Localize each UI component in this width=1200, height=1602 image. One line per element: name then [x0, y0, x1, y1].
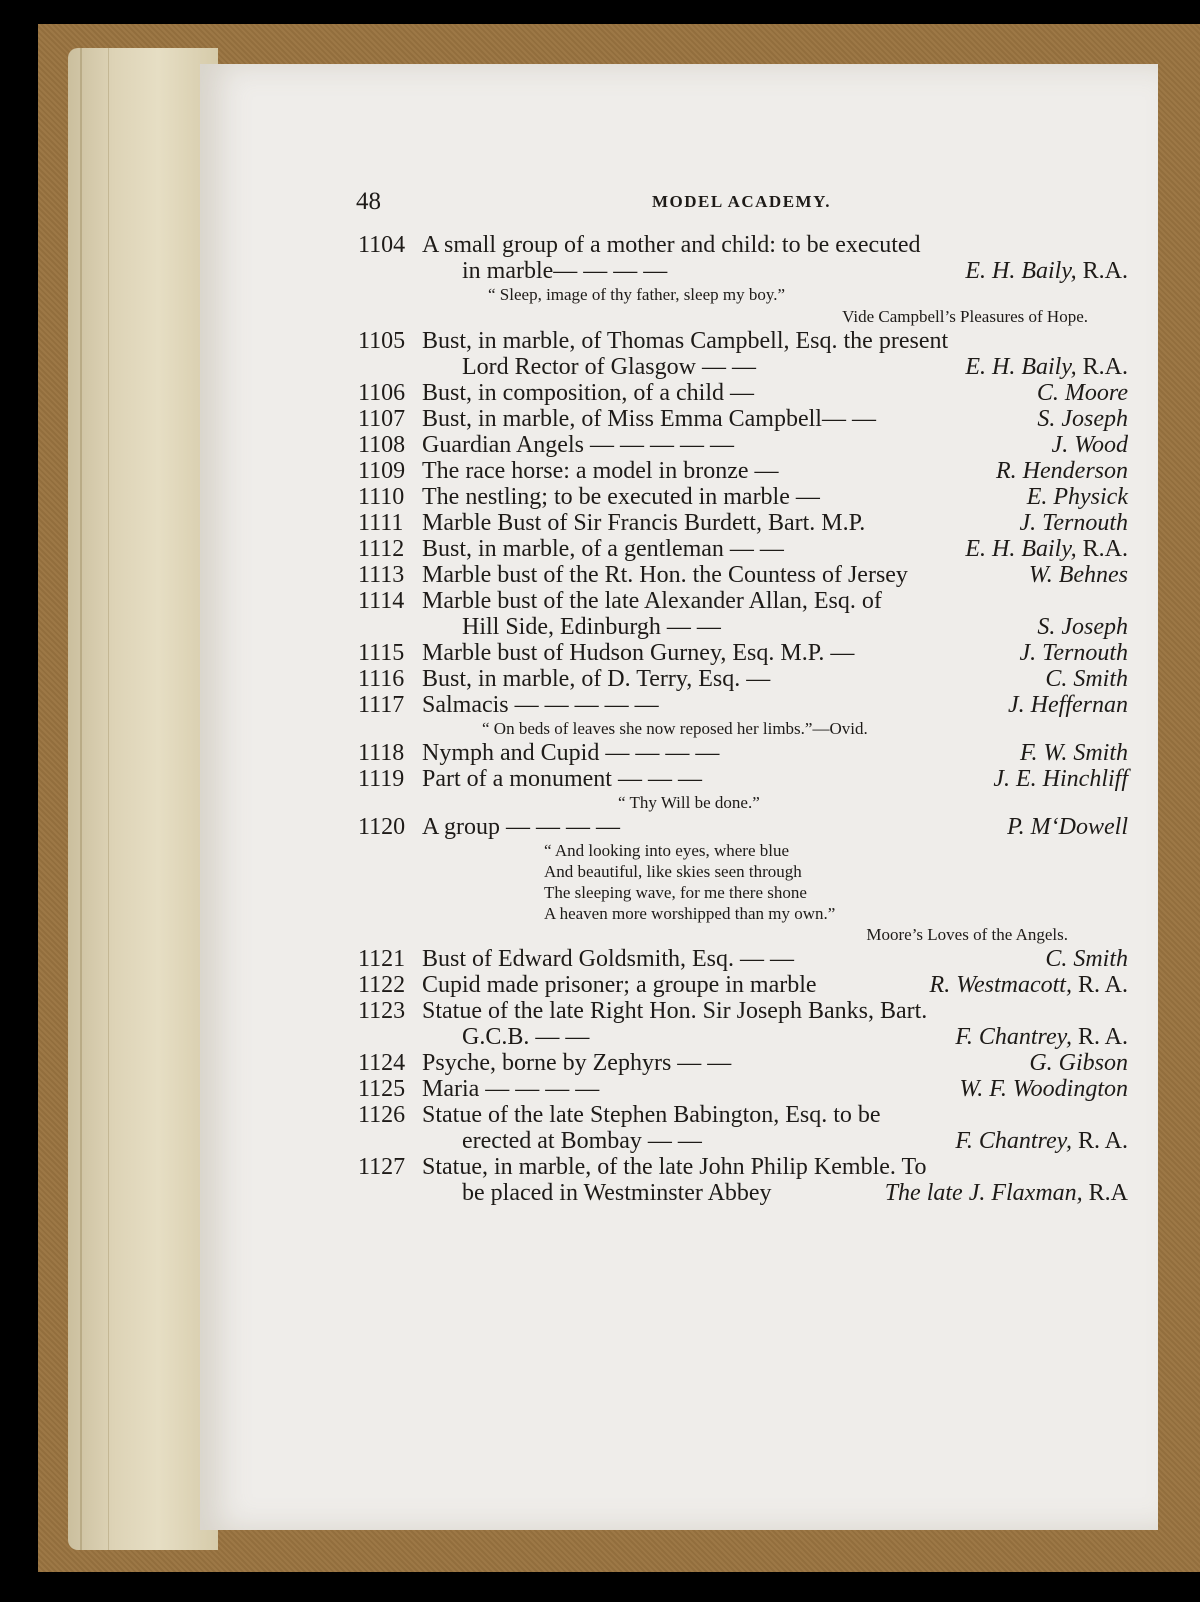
entry-title: The nestling; to be executed in marble —	[422, 484, 820, 510]
catalogue-entry	[358, 432, 1128, 458]
artist-name	[885, 1180, 1128, 1206]
entry-title: Guardian Angels — — — — —	[422, 432, 734, 458]
artist-name	[1045, 666, 1128, 692]
entry-line	[358, 1180, 1128, 1206]
artist-honour: R.A.	[1076, 536, 1128, 562]
artist-name	[1045, 946, 1128, 972]
artist-name	[1029, 1050, 1128, 1076]
artist-name-text: F. Chantrey,	[955, 1128, 1072, 1154]
running-head: MODEL ACADEMY.	[652, 192, 832, 211]
catalogue-entry	[358, 640, 1128, 666]
entry-title: The race horse: a model in bronze —	[422, 458, 779, 484]
entry-number: 1105	[358, 328, 406, 354]
artist-name	[1037, 406, 1128, 432]
artist-name-text: W. Behnes	[1028, 562, 1128, 588]
page-number: 48	[356, 188, 381, 215]
entry-title: A small group of a mother and child: to be executed	[422, 232, 921, 258]
entry-line	[358, 1050, 1128, 1076]
poem-line	[358, 861, 1128, 882]
artist-name-text: E. Physick	[1026, 484, 1128, 510]
entry-line	[358, 1102, 1128, 1128]
entry-title: Salmacis — — — — —	[422, 692, 659, 718]
artist-name-text: S. Joseph	[1037, 406, 1128, 432]
catalogue-entry	[358, 740, 1128, 766]
entry-number: 1120	[358, 814, 406, 840]
artist-name-text: E. H. Baily,	[965, 536, 1077, 562]
poem-text: And beautiful, like skies seen through	[544, 862, 802, 881]
entry-number: 1118	[358, 740, 405, 766]
entry-number: 1126	[358, 1102, 406, 1128]
entry-number: 1119	[358, 766, 405, 792]
entry-title: Psyche, borne by Zephyrs — —	[422, 1050, 732, 1076]
entry-title: Bust of Edward Goldsmith, Esq. — —	[422, 946, 794, 972]
artist-name-text: C. Smith	[1045, 666, 1128, 692]
artist-name-text: S. Joseph	[1037, 614, 1128, 640]
entry-line	[358, 666, 1128, 692]
artist-name	[930, 972, 1128, 998]
artist-name	[1020, 740, 1128, 766]
entry-title: Maria — — — —	[422, 1076, 600, 1102]
catalogue-entry	[358, 562, 1128, 588]
artist-honour: R.A	[1082, 1180, 1128, 1206]
catalogue-entry	[358, 510, 1128, 536]
entry-title: in marble— — — —	[462, 258, 668, 284]
artist-name-text: J. Wood	[1051, 432, 1128, 458]
entry-line	[358, 692, 1128, 718]
poem-text: “ And looking into eyes, where blue	[544, 841, 790, 860]
artist-name-text: J. E. Hinchliff	[993, 766, 1128, 792]
entry-line	[358, 354, 1128, 380]
artist-name	[1029, 562, 1128, 588]
entry-number: 1109	[358, 458, 406, 484]
entry-quote	[358, 792, 1128, 814]
catalogue-entry	[358, 1050, 1128, 1076]
entry-line	[358, 1076, 1128, 1102]
artist-name-text: E. H. Baily,	[965, 354, 1077, 380]
page-header	[356, 188, 1126, 228]
entry-number: 1116	[358, 666, 405, 692]
poem-text: A heaven more worshipped than my own.”	[544, 904, 836, 923]
catalogue-entry	[358, 328, 1128, 380]
artist-name	[1020, 510, 1128, 536]
artist-name-text: The late J. Flaxman,	[884, 1180, 1083, 1206]
poem-line	[358, 840, 1128, 861]
artist-name-text: R. Westmacott,	[929, 972, 1072, 998]
artist-name	[955, 1128, 1128, 1154]
catalogue-entry	[358, 972, 1128, 998]
artist-name	[960, 1076, 1128, 1102]
artist-name-text: J. Ternouth	[1019, 640, 1128, 666]
artist-name	[1037, 614, 1128, 640]
entry-number: 1108	[358, 432, 406, 458]
artist-name	[965, 258, 1128, 284]
entry-title: A group — — — —	[422, 814, 620, 840]
entry-title: Statue, in marble, of the late John Philip Kemble. To	[422, 1154, 927, 1180]
artist-honour: R.A.	[1076, 258, 1128, 284]
entry-number: 1104	[358, 232, 406, 258]
entry-line	[358, 232, 1128, 258]
entry-line	[358, 432, 1128, 458]
poem-citation-line	[358, 924, 1128, 946]
entry-line	[358, 1128, 1128, 1154]
entry-title: Nymph and Cupid — — — —	[422, 740, 720, 766]
artist-name	[965, 354, 1128, 380]
quote-text: “ On beds of leaves she now reposed her limbs.”—Ovid.	[482, 719, 868, 738]
catalogue-entry	[358, 1154, 1128, 1206]
entry-title: erected at Bombay — —	[462, 1128, 702, 1154]
entry-title: Statue of the late Stephen Babington, Esq. to be	[422, 1102, 881, 1128]
entry-line	[358, 946, 1128, 972]
entry-title: Bust, in marble, of a gentleman — —	[422, 536, 784, 562]
artist-name-text: E. H. Baily,	[965, 258, 1077, 284]
artist-honour: R.A.	[1076, 354, 1128, 380]
entry-number: 1121	[358, 946, 406, 972]
catalogue-entry	[358, 536, 1128, 562]
entry-number: 1125	[358, 1076, 406, 1102]
entry-line	[358, 258, 1128, 284]
catalogue-entry	[358, 1102, 1128, 1154]
entry-title: Marble bust of the Rt. Hon. the Countess of Jersey	[422, 562, 908, 588]
artist-name-text: J. Ternouth	[1019, 510, 1128, 536]
entry-title: Lord Rector of Glasgow — —	[462, 354, 756, 380]
entry-number: 1106	[358, 380, 406, 406]
entry-line	[358, 1154, 1128, 1180]
entry-line	[358, 1024, 1128, 1050]
catalogue-entry	[358, 588, 1128, 640]
catalogue-entry	[358, 998, 1128, 1050]
entry-number: 1123	[358, 998, 406, 1024]
entry-line	[358, 814, 1128, 840]
catalogue-entry	[358, 666, 1128, 692]
catalogue-entry	[358, 484, 1128, 510]
artist-name	[1020, 640, 1128, 666]
entry-line	[358, 562, 1128, 588]
page-edges	[68, 48, 218, 1550]
entry-line	[358, 998, 1128, 1024]
entry-line	[358, 972, 1128, 998]
catalogue-entry	[358, 1076, 1128, 1102]
entry-title: Bust, in composition, of a child —	[422, 380, 754, 406]
artist-name-text: F. Chantrey,	[955, 1024, 1072, 1050]
artist-honour: R. A.	[1071, 1024, 1128, 1050]
entry-line	[358, 740, 1128, 766]
catalogue-entry	[358, 946, 1128, 972]
entry-title: Bust, in marble, of Miss Emma Campbell— —	[422, 406, 876, 432]
entry-line	[358, 536, 1128, 562]
entry-number: 1122	[358, 972, 406, 998]
entry-quote	[358, 284, 1128, 306]
entry-number: 1111	[358, 510, 404, 536]
entry-title: be placed in Westminster Abbey	[462, 1180, 772, 1206]
artist-name-text: J. Heffernan	[1008, 692, 1128, 718]
quote-citation: Vide Campbell’s Pleasures of Hope.	[842, 307, 1088, 326]
catalogue-entry	[358, 458, 1128, 484]
entry-title: Bust, in marble, of D. Terry, Esq. —	[422, 666, 771, 692]
entry-line	[358, 640, 1128, 666]
catalogue-entry	[358, 814, 1128, 946]
entry-number: 1115	[358, 640, 405, 666]
entry-title: Bust, in marble, of Thomas Campbell, Esq. the present	[422, 328, 949, 354]
catalogue-entry	[358, 232, 1128, 328]
entry-number: 1107	[358, 406, 406, 432]
poem-text: The sleeping wave, for me there shone	[544, 883, 807, 902]
catalogue-entry	[358, 766, 1128, 814]
entry-title: Statue of the late Right Hon. Sir Joseph Banks, Bart.	[422, 998, 928, 1024]
entry-title: Hill Side, Edinburgh — —	[462, 614, 721, 640]
catalogue-entry	[358, 692, 1128, 740]
entry-line	[358, 766, 1128, 792]
quote-citation-line	[358, 306, 1128, 328]
entry-line	[358, 484, 1128, 510]
entry-line	[358, 510, 1128, 536]
artist-name	[996, 458, 1128, 484]
artist-name-text: F. W. Smith	[1019, 740, 1128, 766]
entry-title: Marble bust of Hudson Gurney, Esq. M.P. —	[422, 640, 855, 666]
artist-name-text: C. Moore	[1036, 380, 1128, 406]
artist-name-text: P. M‘Dowell	[1007, 814, 1128, 840]
artist-name	[1037, 380, 1128, 406]
entry-number: 1117	[358, 692, 405, 718]
entry-line	[358, 328, 1128, 354]
entry-line	[358, 458, 1128, 484]
entry-line	[358, 380, 1128, 406]
entry-number: 1127	[358, 1154, 406, 1180]
poem-citation: Moore’s Loves of the Angels.	[866, 925, 1068, 944]
artist-honour: R. A.	[1071, 1128, 1128, 1154]
catalogue-entry	[358, 380, 1128, 406]
poem-line	[358, 903, 1128, 924]
entry-number: 1110	[358, 484, 405, 510]
artist-name-text: G. Gibson	[1029, 1050, 1128, 1076]
artist-name	[1027, 484, 1128, 510]
artist-name-text: W. F. Woodington	[959, 1076, 1128, 1102]
entry-title: Marble bust of the late Alexander Allan, Esq. of	[422, 588, 882, 614]
entry-line	[358, 588, 1128, 614]
catalogue-entry	[358, 406, 1128, 432]
entry-title: Part of a monument — — —	[422, 766, 702, 792]
artist-name	[993, 766, 1128, 792]
entry-title: Cupid made prisoner; a groupe in marble	[422, 972, 817, 998]
poem-line	[358, 882, 1128, 903]
artist-name	[955, 1024, 1128, 1050]
entry-number: 1112	[358, 536, 405, 562]
quote-text: “ Thy Will be done.”	[618, 793, 760, 812]
entry-number: 1124	[358, 1050, 406, 1076]
entry-quote	[358, 718, 1128, 740]
entry-number: 1113	[358, 562, 405, 588]
artist-name-text: R. Henderson	[996, 458, 1128, 484]
entry-line	[358, 614, 1128, 640]
artist-honour: R. A.	[1071, 972, 1128, 998]
entry-line	[358, 406, 1128, 432]
artist-name	[1008, 692, 1128, 718]
artist-name-text: C. Smith	[1045, 946, 1128, 972]
entry-title: Marble Bust of Sir Francis Burdett, Bart. M.P.	[422, 510, 866, 536]
entry-number: 1114	[358, 588, 405, 614]
entry-title: G.C.B. — —	[462, 1024, 590, 1050]
artist-name	[965, 536, 1128, 562]
artist-name	[1007, 814, 1128, 840]
artist-name	[1052, 432, 1128, 458]
catalogue-entries	[358, 232, 1128, 1206]
quote-text: “ Sleep, image of thy father, sleep my boy.”	[488, 285, 786, 304]
